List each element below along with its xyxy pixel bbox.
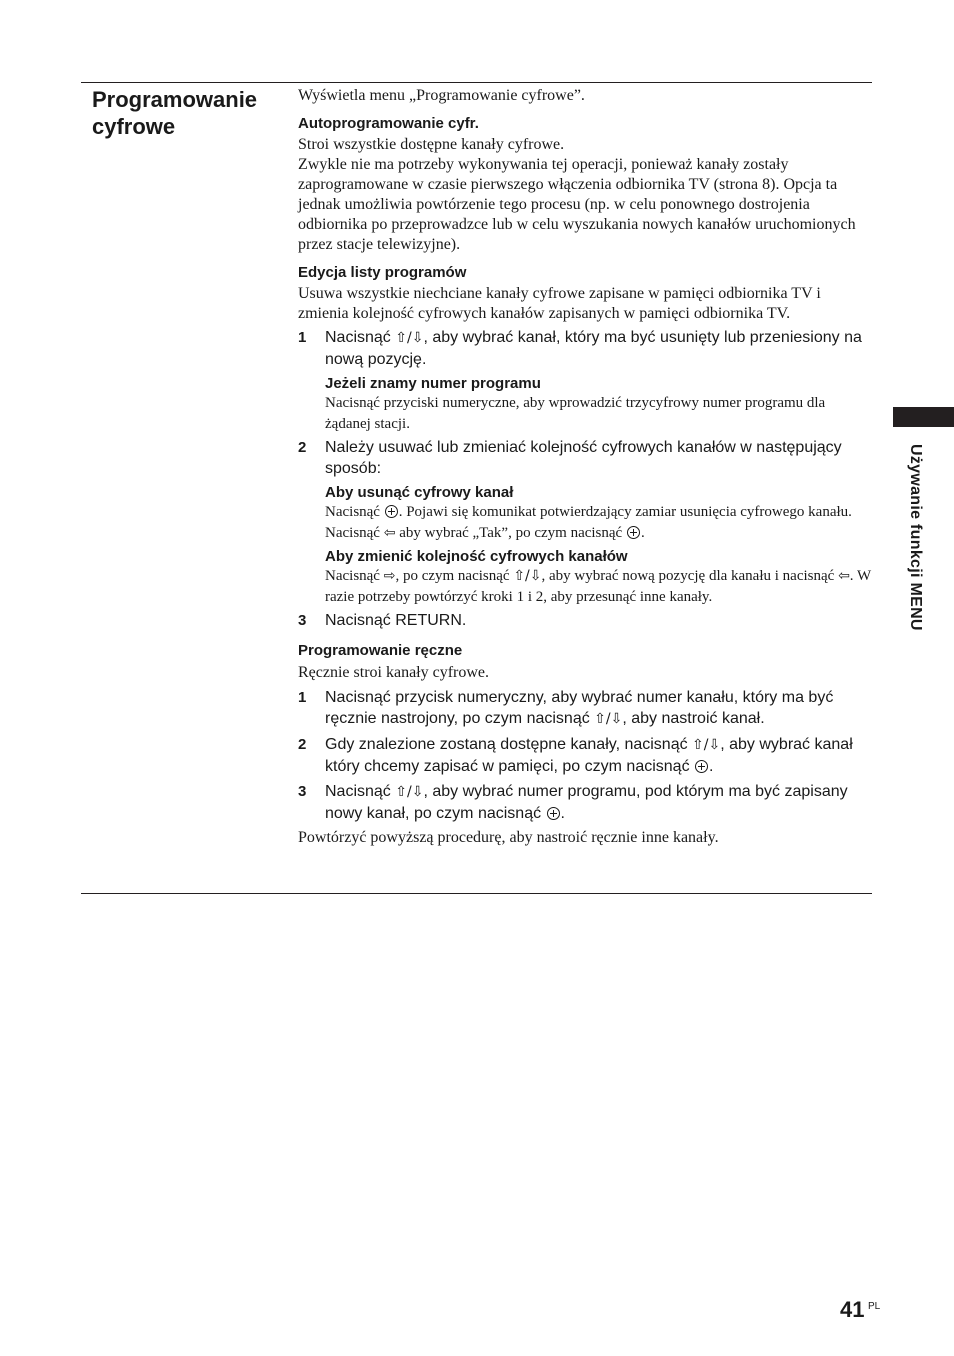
right-arrow-icon: ⇨: [383, 568, 396, 584]
enter-button-icon: [695, 760, 708, 773]
edit-step-1: 1 Nacisnąć ⇧/⇩, aby wybrać kanał, który ma być usunięty lub przeniesiony na nową pozycję.: [298, 329, 862, 368]
manual-step-1: 1 Nacisnąć przycisk numeryczny, aby wybrać numer kanału, który ma być ręcznie nastrojony, po czym nacisnąć ⇧/⇩, aby nastroić kanał.: [298, 687, 874, 730]
step-number: 1: [298, 329, 307, 346]
edit-heading: Edycja listy programów: [298, 264, 467, 281]
section-content: [298, 86, 874, 848]
up-down-arrow-icon: ⇧/⇩: [395, 330, 424, 346]
up-down-arrow-icon: ⇧/⇩: [513, 568, 542, 584]
left-arrow-icon: ⇦: [383, 525, 396, 541]
left-arrow-icon: ⇦: [838, 568, 850, 584]
enter-button-icon: [547, 807, 560, 820]
page-language: PL: [868, 1301, 881, 1312]
up-down-arrow-icon: ⇧/⇩: [395, 784, 424, 800]
bottom-rule: [81, 893, 872, 894]
delete-heading: Aby usunąć cyfrowy kanał: [325, 484, 514, 501]
auto-paragraph-2: Zwykle nie ma potrzeby wykonywania tej operacji, ponieważ kanały zostały zaprogramowane w czasie pierwszego włączenia odbiornika TV (strona 8). Opcja ta jednak umożliwia powtórzenie tego procesu (np. w celu ponownego dostrojenia odbiornika po przeprowadzce lub w celu wyszukania nowych kanałów uruchomionych przez stacje telewizyjne).: [298, 156, 856, 253]
top-rule: [81, 82, 872, 83]
manual-outro: Powtórzyć powyższą procedurę, aby nastroić ręcznie inne kanały.: [298, 829, 719, 846]
sub-heading-known-number: Jeżeli znamy numer programu: [325, 375, 541, 392]
section-intro: Wyświetla menu „Programowanie cyfrowe”.: [298, 87, 585, 104]
edit-step-3: 3 Nacisnąć RETURN.: [298, 612, 467, 629]
enter-button-icon: [627, 526, 640, 539]
edit-step-2-move: Aby zmienić kolejność cyfrowych kanałów Nacisnąć ⇨, po czym nacisnąć ⇧/⇩, aby wybrać nową pozycję dla kanału i nacisnąć ⇦. W razie potrzeby powtórzyć kroki 1 i 2, aby przesunąć inne kanały.: [325, 547, 874, 608]
chapter-tab-marker: [893, 407, 954, 427]
up-down-arrow-icon: ⇧/⇩: [594, 711, 623, 727]
auto-heading: Autoprogramowanie cyfr.: [298, 115, 479, 132]
edit-step-1-sub: [325, 374, 874, 435]
step-number: 2: [298, 439, 307, 456]
manual-intro: Ręcznie stroi kanały cyfrowe.: [298, 664, 490, 681]
manual-step-3: 3 Nacisnąć ⇧/⇩, aby wybrać numer programu, pod którym ma być zapisany nowy kanał, po czym nacisnąć .: [298, 783, 848, 822]
edit-step-2: 2 Należy usuwać lub zmieniać kolejność cyfrowych kanałów w następujący sposób:: [298, 439, 842, 477]
step-number: 3: [298, 612, 307, 629]
page-number: 41: [840, 1297, 865, 1322]
step-number: 1: [298, 689, 307, 706]
step-number: 3: [298, 783, 307, 800]
enter-button-icon: [385, 505, 398, 518]
move-heading: Aby zmienić kolejność cyfrowych kanałów: [325, 548, 628, 565]
edit-step-2-delete: Aby usunąć cyfrowy kanał Nacisnąć . Pojawi się komunikat potwierdzający zamiar usunięcia cyfrowego kanału. Nacisnąć ⇦ aby wybrać „Tak”, po czym nacisnąć .: [325, 483, 874, 544]
up-down-arrow-icon: ⇧/⇩: [692, 737, 721, 753]
section-title: Programowanie cyfrowe: [92, 87, 258, 139]
sub-text-known-number: Nacisnąć przyciski numeryczne, aby wprowadzić trzycyfrowy numer programu dla żądanej stacji.: [325, 395, 826, 432]
chapter-label: Używanie funkcji MENU: [907, 444, 924, 631]
manual-heading: Programowanie ręczne: [298, 642, 463, 659]
auto-paragraph-1: Stroi wszystkie dostępne kanały cyfrowe.: [298, 136, 565, 153]
manual-step-2: 2 Gdy znalezione zostaną dostępne kanały, nacisnąć ⇧/⇩, aby wybrać kanał który chcemy zapisać w pamięci, po czym nacisnąć .: [298, 736, 853, 775]
edit-intro: Usuwa wszystkie niechciane kanały cyfrowe zapisane w pamięci odbiornika TV i zmienia kolejność cyfrowych kanałów zapisanych w pamięci odbiornika TV.: [298, 285, 821, 322]
step-number: 2: [298, 736, 307, 753]
